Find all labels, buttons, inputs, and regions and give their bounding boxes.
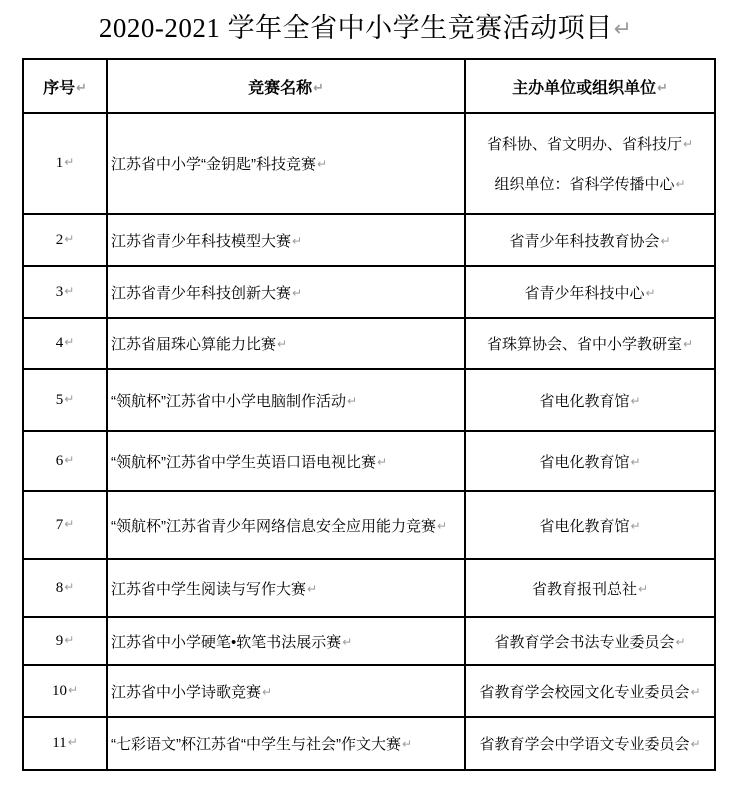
row-number-cell: 10↵ <box>23 665 107 717</box>
competition-name-cell: 江苏省青少年科技模型大赛↵ <box>107 214 465 266</box>
paragraph-mark: ↵ <box>690 737 701 751</box>
paragraph-mark: ↵ <box>64 516 75 531</box>
paragraph-mark: ↵ <box>347 393 358 408</box>
table-row <box>23 113 715 214</box>
organizer-cell: 省电化教育馆↵ <box>465 369 715 431</box>
organizer-cell: 省电化教育馆↵ <box>465 431 715 491</box>
paragraph-mark: ↵ <box>307 581 318 596</box>
paragraph-mark: ↵ <box>377 454 388 469</box>
paragraph-mark: ↵ <box>64 231 75 246</box>
table-row <box>23 266 715 318</box>
paragraph-mark: ↵ <box>64 632 75 647</box>
competition-name-cell: “七彩语文”杯江苏省“中学生与社会”作文大赛↵ <box>107 717 465 770</box>
row-number-cell: 4↵ <box>23 318 107 369</box>
paragraph-mark: ↵ <box>64 335 75 349</box>
table-row <box>23 717 715 770</box>
competition-name-cell: 江苏省届珠心算能力比赛↵ <box>107 318 465 369</box>
organizer-cell: 省青少年科技教育协会↵ <box>465 214 715 266</box>
paragraph-mark: ↵ <box>64 283 75 298</box>
paragraph-mark: ↵ <box>292 285 303 300</box>
paragraph-mark: ↵ <box>637 581 649 596</box>
paragraph-mark: ↵ <box>64 579 75 594</box>
paragraph-mark: ↵ <box>401 737 413 751</box>
paragraph-mark: ↵ <box>64 155 75 169</box>
table-header-row <box>23 59 715 113</box>
paragraph-mark: ↵ <box>675 176 686 191</box>
paragraph-mark: ↵ <box>262 684 273 699</box>
paragraph-mark: ↵ <box>64 452 75 467</box>
competition-name-cell: “领航杯”江苏省青少年网络信息安全应用能力竞赛↵ <box>107 491 465 559</box>
paragraph-mark: ↵ <box>277 337 288 351</box>
row-number-cell: 1↵ <box>23 113 107 214</box>
organizer-line-host: 省科协、省文明办、省科技厅↵ <box>486 136 694 154</box>
organizer-cell: 省珠算协会、省中小学教研室↵ <box>465 318 715 369</box>
organizer-cell: 省电化教育馆↵ <box>465 491 715 559</box>
organizer-cell: 省教育报刊总社↵ <box>465 559 715 617</box>
organizer-cell: 省教育学会书法专业委员会↵ <box>465 617 715 665</box>
paragraph-mark: ↵ <box>317 157 328 171</box>
row-number-cell: 6↵ <box>23 431 107 491</box>
paragraph-mark: ↵ <box>682 337 694 351</box>
competition-name-cell: “领航杯”江苏省中小学电脑制作活动↵ <box>107 369 465 431</box>
competition-name-cell: “领航杯”江苏省中学生英语口语电视比赛↵ <box>107 431 465 491</box>
organizer-lines <box>466 115 714 212</box>
header-cell-organizer: 主办单位或组织单位↵ <box>465 59 715 113</box>
organizer-cell: 省教育学会校园文化专业委员会↵ <box>465 665 715 717</box>
paragraph-mark: ↵ <box>675 634 686 649</box>
paragraph-mark: ↵ <box>292 233 303 248</box>
paragraph-mark: ↵ <box>67 682 79 697</box>
paragraph-mark: ↵ <box>76 80 87 96</box>
paragraph-mark: ↵ <box>613 17 633 42</box>
row-number-cell: 7↵ <box>23 491 107 559</box>
organizer-cell: 省青少年科技中心↵ <box>465 266 715 318</box>
paragraph-mark: ↵ <box>630 518 641 533</box>
row-number-cell: 2↵ <box>23 214 107 266</box>
paragraph-mark: ↵ <box>660 233 671 248</box>
competition-name-cell: 江苏省中小学诗歌竞赛↵ <box>107 665 465 717</box>
organizer-line-organizing-unit: 组织单位：省科学传播中心↵ <box>494 175 686 193</box>
competition-name-cell: 江苏省中小学硬笔•软笔书法展示赛↵ <box>107 617 465 665</box>
paragraph-mark: ↵ <box>313 80 324 96</box>
table-row <box>23 214 715 266</box>
paragraph-mark: ↵ <box>645 285 656 300</box>
paragraph-mark: ↵ <box>682 137 694 152</box>
competition-name-cell: 江苏省青少年科技创新大赛↵ <box>107 266 465 318</box>
organizer-cell <box>465 113 715 214</box>
row-number-cell: 9↵ <box>23 617 107 665</box>
header-cell-competition-name: 竞赛名称↵ <box>107 59 465 113</box>
table-row <box>23 491 715 559</box>
table-row <box>23 431 715 491</box>
paragraph-mark: ↵ <box>64 391 75 406</box>
table-row <box>23 559 715 617</box>
competition-name-cell: 江苏省中学生阅读与写作大赛↵ <box>107 559 465 617</box>
paragraph-mark: ↵ <box>690 684 701 699</box>
paragraph-mark: ↵ <box>630 393 641 408</box>
paragraph-mark: ↵ <box>657 80 668 96</box>
table-row <box>23 617 715 665</box>
table-row <box>23 665 715 717</box>
paragraph-mark: ↵ <box>67 735 78 749</box>
paragraph-mark: ↵ <box>437 518 448 533</box>
organizer-cell: 省教育学会中学语文专业委员会↵ <box>465 717 715 770</box>
table-row <box>23 369 715 431</box>
competitions-table <box>22 58 716 771</box>
competition-name-cell: 江苏省中小学“金钥匙”科技竞赛↵ <box>107 113 465 214</box>
row-number-cell: 3↵ <box>23 266 107 318</box>
header-cell-number: 序号↵ <box>23 59 107 113</box>
table-row <box>23 318 715 369</box>
paragraph-mark: ↵ <box>342 634 353 649</box>
row-number-cell: 11↵ <box>23 717 107 770</box>
paragraph-mark: ↵ <box>630 454 641 469</box>
row-number-cell: 5↵ <box>23 369 107 431</box>
page-title: 2020-2021 学年全省中小学生竞赛活动项目↵ <box>98 13 633 43</box>
row-number-cell: 8↵ <box>23 559 107 617</box>
